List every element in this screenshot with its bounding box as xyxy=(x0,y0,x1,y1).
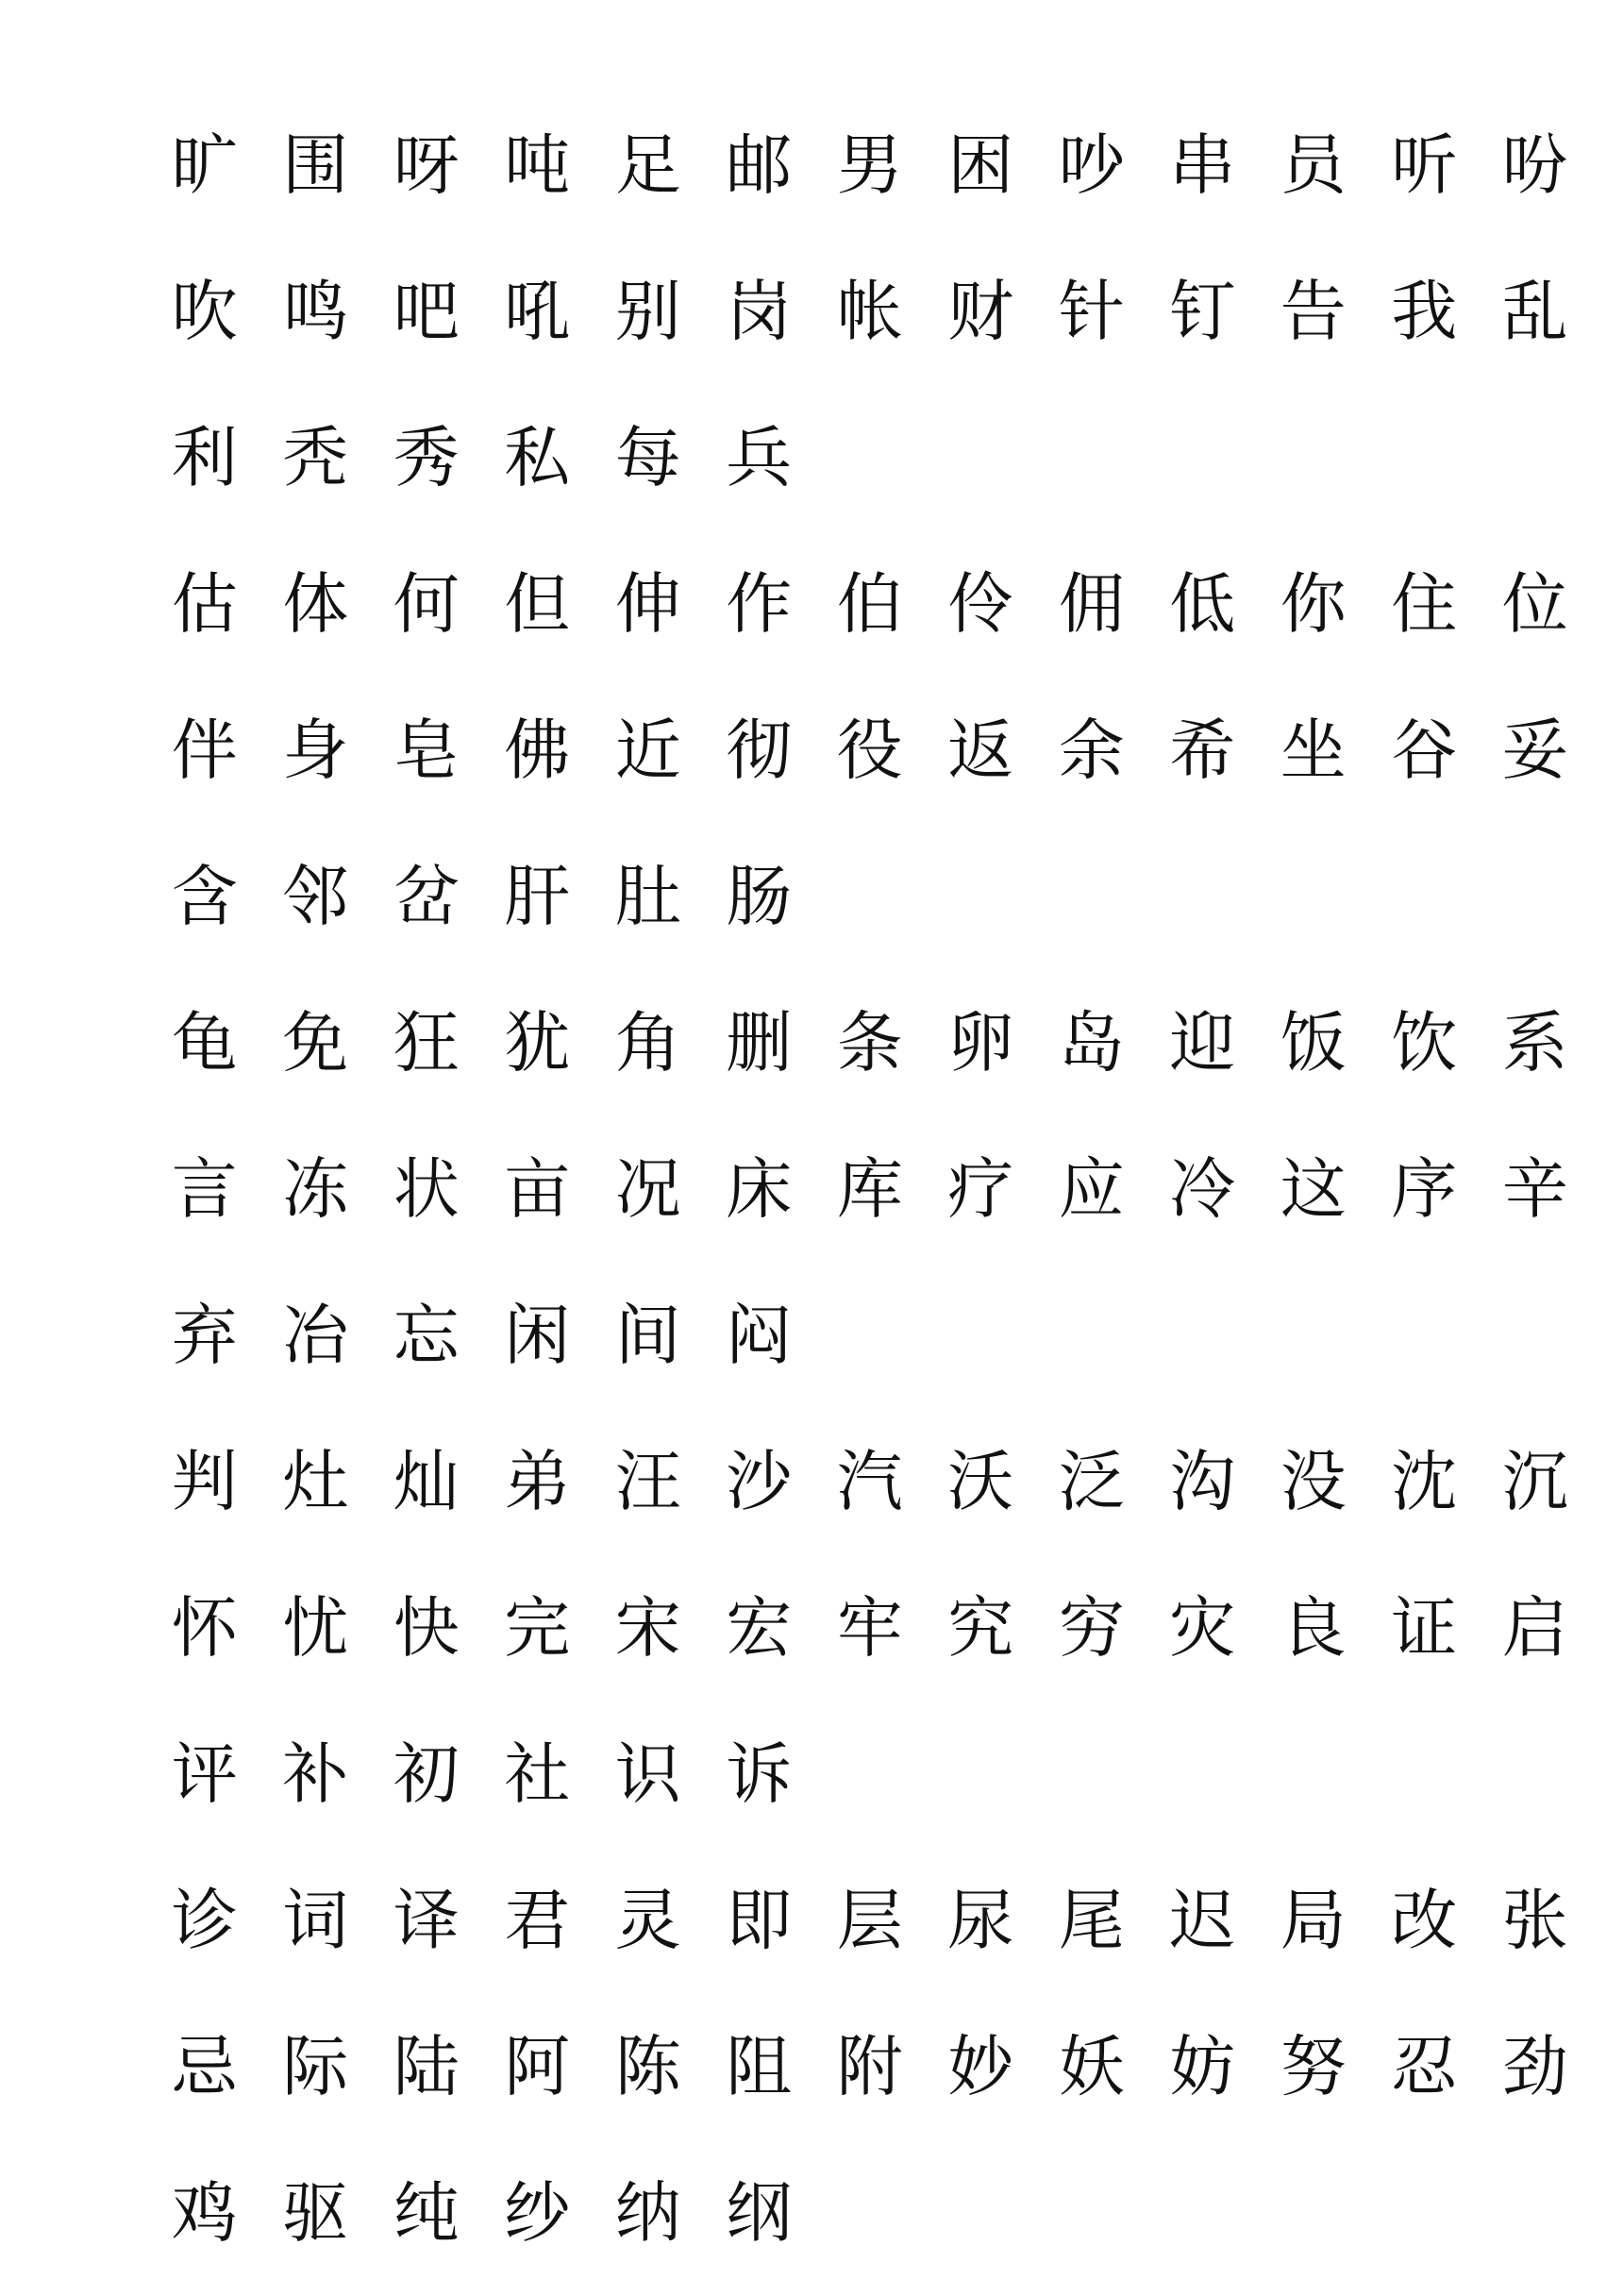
character: 吵 xyxy=(1058,126,1125,204)
character: 闷 xyxy=(726,1297,793,1374)
character: 沙 xyxy=(726,1443,793,1520)
character: 妖 xyxy=(1058,2028,1125,2105)
character: 应 xyxy=(1058,1150,1125,1228)
character: 弃 xyxy=(171,1297,238,1374)
character: 吧 xyxy=(393,273,460,350)
character: 沈 xyxy=(1391,1443,1458,1520)
character: 告 xyxy=(1280,273,1347,350)
character: 估 xyxy=(171,565,238,643)
character: 启 xyxy=(1501,1589,1568,1667)
character: 返 xyxy=(947,712,1014,789)
character: 君 xyxy=(504,1882,571,1959)
character: 陈 xyxy=(614,2028,681,2105)
character: 乱 xyxy=(1501,273,1568,350)
character: 弟 xyxy=(504,1443,571,1520)
character: 劲 xyxy=(1501,2028,1568,2105)
char-row-9 xyxy=(149,1283,814,1387)
character: 沟 xyxy=(1169,1443,1236,1520)
character: 岔 xyxy=(393,858,460,935)
character: 角 xyxy=(614,1004,681,1081)
character: 尿 xyxy=(947,1882,1014,1959)
character: 驱 xyxy=(282,2174,349,2252)
character: 词 xyxy=(282,1882,349,1959)
character: 忧 xyxy=(282,1589,349,1667)
character: 即 xyxy=(726,1882,793,1959)
character: 社 xyxy=(504,1735,571,1813)
character: 诊 xyxy=(171,1882,238,1959)
char-row-7 xyxy=(149,991,1591,1095)
char-row-2 xyxy=(149,260,1591,363)
character: 亩 xyxy=(504,1150,571,1228)
character: 狂 xyxy=(393,1004,460,1081)
char-row-5 xyxy=(149,698,1591,802)
character: 尾 xyxy=(1058,1882,1125,1959)
character: 局 xyxy=(1280,1882,1347,1959)
character: 岗 xyxy=(726,273,793,350)
character: 吼 xyxy=(504,273,571,350)
character: 初 xyxy=(393,1735,460,1813)
char-row-15 xyxy=(149,2161,814,2265)
character: 陆 xyxy=(393,2028,460,2105)
character: 私 xyxy=(504,419,571,496)
character: 纱 xyxy=(504,2174,571,2252)
character: 纲 xyxy=(726,2174,793,2252)
character: 迎 xyxy=(1169,1004,1236,1081)
character: 坐 xyxy=(1280,712,1347,789)
character: 识 xyxy=(614,1735,681,1813)
character: 妙 xyxy=(947,2028,1014,2105)
char-row-12 xyxy=(149,1722,814,1826)
character: 汽 xyxy=(836,1443,903,1520)
character: 阿 xyxy=(504,2028,571,2105)
character: 评 xyxy=(171,1735,238,1813)
character: 皂 xyxy=(393,712,460,789)
character: 妨 xyxy=(1169,2028,1236,2105)
character: 但 xyxy=(504,565,571,643)
character: 纯 xyxy=(393,2174,460,2252)
character: 伸 xyxy=(614,565,681,643)
character: 串 xyxy=(1169,126,1236,204)
character: 体 xyxy=(282,565,349,643)
character: 男 xyxy=(836,126,903,204)
character: 我 xyxy=(1391,273,1458,350)
character: 作 xyxy=(726,565,793,643)
character: 忍 xyxy=(1391,2028,1458,2105)
character: 邮 xyxy=(726,126,793,204)
character: 删 xyxy=(726,1004,793,1081)
character: 泛 xyxy=(1058,1443,1125,1520)
character: 针 xyxy=(1058,273,1125,350)
character: 牢 xyxy=(836,1589,903,1667)
char-row-4 xyxy=(149,552,1591,656)
character: 究 xyxy=(947,1589,1014,1667)
character: 冷 xyxy=(1169,1150,1236,1228)
character: 宋 xyxy=(614,1589,681,1667)
character: 张 xyxy=(1501,1882,1568,1959)
character: 沃 xyxy=(947,1443,1014,1520)
character: 诉 xyxy=(726,1735,793,1813)
character: 忘 xyxy=(393,1297,460,1374)
character: 呀 xyxy=(393,126,460,204)
character: 怀 xyxy=(171,1589,238,1667)
character: 围 xyxy=(282,126,349,204)
character: 利 xyxy=(171,419,238,496)
character: 困 xyxy=(947,126,1014,204)
character: 卵 xyxy=(947,1004,1014,1081)
character: 足 xyxy=(614,126,681,204)
character: 住 xyxy=(1391,565,1458,643)
character: 忌 xyxy=(171,2028,238,2105)
character: 岛 xyxy=(1058,1004,1125,1081)
character: 改 xyxy=(1391,1882,1458,1959)
character: 闲 xyxy=(504,1297,571,1374)
char-row-3 xyxy=(149,406,814,510)
character: 吨 xyxy=(504,126,571,204)
character: 系 xyxy=(1501,1004,1568,1081)
character: 肝 xyxy=(504,858,571,935)
character: 间 xyxy=(614,1297,681,1374)
character: 员 xyxy=(1280,126,1347,204)
character: 秃 xyxy=(282,419,349,496)
character: 听 xyxy=(1391,126,1458,204)
character: 灶 xyxy=(282,1443,349,1520)
character: 纳 xyxy=(614,2174,681,2252)
character: 妥 xyxy=(1501,712,1568,789)
character: 每 xyxy=(614,419,681,496)
character: 龟 xyxy=(171,1004,238,1081)
character: 谷 xyxy=(1391,712,1458,789)
character: 余 xyxy=(1058,712,1125,789)
character: 希 xyxy=(1169,712,1236,789)
character: 伶 xyxy=(947,565,1014,643)
character: 沉 xyxy=(1501,1443,1568,1520)
character: 完 xyxy=(504,1589,571,1667)
character: 佣 xyxy=(1058,565,1125,643)
character: 吹 xyxy=(171,273,238,350)
character: 阻 xyxy=(726,2028,793,2105)
character: 条 xyxy=(836,1004,903,1081)
character: 这 xyxy=(1280,1150,1347,1228)
character: 免 xyxy=(282,1004,349,1081)
character: 辛 xyxy=(1501,1150,1568,1228)
character: 译 xyxy=(393,1882,460,1959)
character: 吩 xyxy=(1501,126,1568,204)
character: 灿 xyxy=(393,1443,460,1520)
character: 兵 xyxy=(726,419,793,496)
character: 际 xyxy=(282,2028,349,2105)
character: 穷 xyxy=(1058,1589,1125,1667)
character: 彻 xyxy=(726,712,793,789)
character: 汪 xyxy=(614,1443,681,1520)
char-row-8 xyxy=(149,1137,1591,1241)
character: 没 xyxy=(1280,1443,1347,1520)
character: 迟 xyxy=(1169,1882,1236,1959)
character: 位 xyxy=(1501,565,1568,643)
character: 旷 xyxy=(171,126,238,204)
character: 快 xyxy=(393,1589,460,1667)
character: 饮 xyxy=(1391,1004,1458,1081)
character: 别 xyxy=(614,273,681,350)
character: 附 xyxy=(836,2028,903,2105)
char-row-6 xyxy=(149,845,814,948)
char-row-11 xyxy=(149,1576,1591,1680)
character: 肚 xyxy=(614,858,681,935)
character: 宏 xyxy=(726,1589,793,1667)
character: 库 xyxy=(836,1150,903,1228)
character: 身 xyxy=(282,712,349,789)
char-row-10 xyxy=(149,1430,1591,1533)
character: 何 xyxy=(393,565,460,643)
character: 疗 xyxy=(947,1150,1014,1228)
character: 犹 xyxy=(504,1004,571,1081)
character: 近 xyxy=(614,712,681,789)
character: 努 xyxy=(1280,2028,1347,2105)
char-row-1 xyxy=(149,113,1591,217)
character: 含 xyxy=(171,858,238,935)
character: 补 xyxy=(282,1735,349,1813)
character: 秀 xyxy=(393,419,460,496)
char-row-13 xyxy=(149,1869,1591,1972)
character: 伯 xyxy=(836,565,903,643)
character: 饭 xyxy=(1280,1004,1347,1081)
character: 灾 xyxy=(1169,1589,1236,1667)
char-row-14 xyxy=(149,2015,1591,2119)
character: 伴 xyxy=(171,712,238,789)
character: 灵 xyxy=(614,1882,681,1959)
character: 冻 xyxy=(282,1150,349,1228)
character: 肠 xyxy=(726,858,793,935)
character: 冶 xyxy=(282,1297,349,1374)
character: 层 xyxy=(836,1882,903,1959)
character: 状 xyxy=(393,1150,460,1228)
character: 况 xyxy=(614,1150,681,1228)
character: 钉 xyxy=(1169,273,1236,350)
character: 佛 xyxy=(504,712,571,789)
character: 床 xyxy=(726,1150,793,1228)
character: 言 xyxy=(171,1150,238,1228)
character: 帐 xyxy=(836,273,903,350)
character: 鸡 xyxy=(171,2174,238,2252)
character: 鸣 xyxy=(282,273,349,350)
character: 财 xyxy=(947,273,1014,350)
character: 良 xyxy=(1280,1589,1347,1667)
character: 役 xyxy=(836,712,903,789)
character: 低 xyxy=(1169,565,1236,643)
character: 判 xyxy=(171,1443,238,1520)
character: 序 xyxy=(1391,1150,1458,1228)
character: 你 xyxy=(1280,565,1347,643)
character: 证 xyxy=(1391,1589,1458,1667)
character: 邻 xyxy=(282,858,349,935)
